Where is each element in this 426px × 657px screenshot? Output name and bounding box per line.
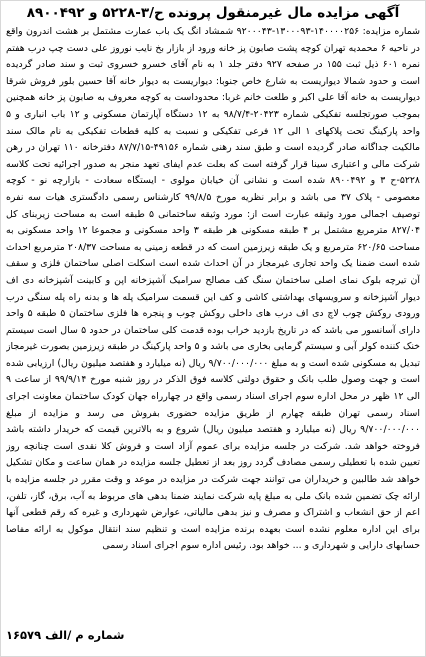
notice-title: آگهی مزایده مال غیرمنقول پرونده ح/۳-۵۲۲۸ و ۸۹۰۰۴۹۲ bbox=[26, 5, 400, 21]
notice-reference-number: شماره م /الف ۱۶۵۷۹ bbox=[6, 628, 420, 643]
notice-body: شماره مزایده: ۱۴۰۰۰۰۲۵۶-۱۳۰۰۰۹۳-۹۲۰۰۰۴۳ شمشاد انگ یک باب عمارت مشتمل بر هشت اندرون واقع در ناحیه ۶ محمدیه تهران کوچه پشت صابون پز خانه ورود از بازار بخ نایب نوروز علی دست چپ درب هفتم نمره ۶۰۱ ذیل ثبت ۱۵۵ در صفحه ۹۲۷ دفتر جلد ۱ به نام آقای خسرو خسروی ثبت و سند صادر گردیده است و حدود شمالا دیواریست به شارع خاص جنوبا: دیواریست به دیوار خانه آقا حسین بلور فروش شرقا دیواریست به خانه آقا علی اکبر و طلعت خانم غربا: محدوداست به کوچه معروف به صابون پز خانه همچنین بموجب صورتجلسه تفکیکی شماره ۲۰۴۲۳-۹۸/۷/۴ به ۱۲ دستگاه آپارتمان مسکونی و ۱۲ باب انباری و ۵ واحد پارکینگ تحت پلاکهای ۱ الی ۱۲ فرعی تفکیکی و نسبت به کلیه قطعات تفکیکی به نام مالک سند مالکیت جداگانه صادر گردیده است و طبق سند رهنی شماره ۴۹۱۵۶-۸۷/۷/۱۵ دفترخانه ۱۱۰ تهران در رهن شرکت مالی و اعتباری سینا قرار گرفته است که بعلت عدم ایفای تعهد منجر به صدور اجرائیه تحت کلاسه ۵۲۲۸-ح ۳ و ۸۹۰۰۴۹۲ شده است و نشانی آن خیابان مولوی - ایستگاه سعادت - بازارچه نو - کوچه معصومی - پلاک ۳۷ می باشد و برابر نظریه مورخ ۹۹/۸/۵ کارشناس رسمی دادگستری هیات سه نفره توصیف اجمالی مورد وثیقه عبارت است از: مورد وثیقه ساختمانی ۵ طبقه است به مساحت زیربنای کل ۸۲۷/۰۴ مترمربع مشتمل بر ۴ طبقه مسکونی هر طبقه ۳ واحد مسکونی و مجموعا ۱۲ واحد مسکونی به مساحت ۶۲۰/۶۵ مترمربع و یک طبقه زیرزمین است که در قطعه زمینی به مساحت ۲۰۸/۳۷ مترمربع احداث شده است ضمنا یک واحد تجاری غیرمجاز در آن احداث شده است اسکلت اصلی ساختمان فلزی و سقف آن تیرچه بلوک نمای اصلی ساختمان سنگ کف مصالح سرامیک آشپزخانه اپن و کابینت آشپزخانه دی اف دیوار آشپزخانه و سرویسهای بهداشتی کاشی و کف این قسمت سرامیک پله ها و بدنه راه پله سنگی درب ورودی روکش چوب لاچ دی اف درب های داخلی روکش چوب و پنجره ها فلزی ساختمان ۵ طبقه ۵ واحد دارای آسانسور می باشد که در تاریخ بازدید خراب بوده قدمت کلی ساختمان در حدود ۵ سال است سیستم خنک کننده کولر آبی و سیستم گرمایی بخاری می باشد و ۵ واحد پارکینگ در طبقه زیرزمین بصورت غیرمجاز تبدیل به مسکونی شده است و به مبلغ ۹/۷۰۰/۰۰۰/۰۰۰ ریال (نه میلیارد و هفتصد میلیون ریال) ارزیابی شده است و جهت وصول طلب بانک و حقوق دولتی کلاسه فوق الذکر در روز شنبه مورخ ۹۹/۹/۱۴ از ساعت ۹ الی ۱۲ ظهر در محل اداره سوم اجرای اسناد رسمی واقع در چهارراه جهان کودک ساختمان معاونت اجرای اسناد رسمی تهران طبقه چهارم از طریق مزایده حضوری بفروش می رسد و مزایده از مبلغ ۹/۷۰۰/۰۰۰/۰۰۰ ریال (نه میلیارد و هفتصد میلیون ریال) شروع و به بالاترین قیمت که خریدار داشته باشد فروخته خواهد شد. شرکت در جلسه مزایده برای عموم آزاد است و فروش کلا نقدی است چنانچه روز تعیین شده با تعطیلی رسمی مصادف گردد روز بعد از تعطیل جلسه مزایده در همان ساعت و مکان تشکیل خواهد شد طالبین و خریداران می توانند جهت شرکت در مزایده در موعد و وقت مقرر در جلسه مزایده با ارائه چک تضمین شده بانک ملی به مبلغ پایه شرکت نمایند ضمنا بدهی های مربوط به آب، برق، گاز، تلفن، اعم از حق انشعاب و اشتراک و مصرف و نیز بدهی مالیاتی، عوارض شهرداری و غیره که رقم قطعی آنها برای این اداره معلوم نشده است بعهده برنده مزایده است و تنظیم سند انتقال موکول به ارائه مفاصا حسابهای دارایی و شهرداری و ... خواهد بود. رئیس اداره سوم اجرای اسناد رسمی bbox=[6, 26, 420, 552]
